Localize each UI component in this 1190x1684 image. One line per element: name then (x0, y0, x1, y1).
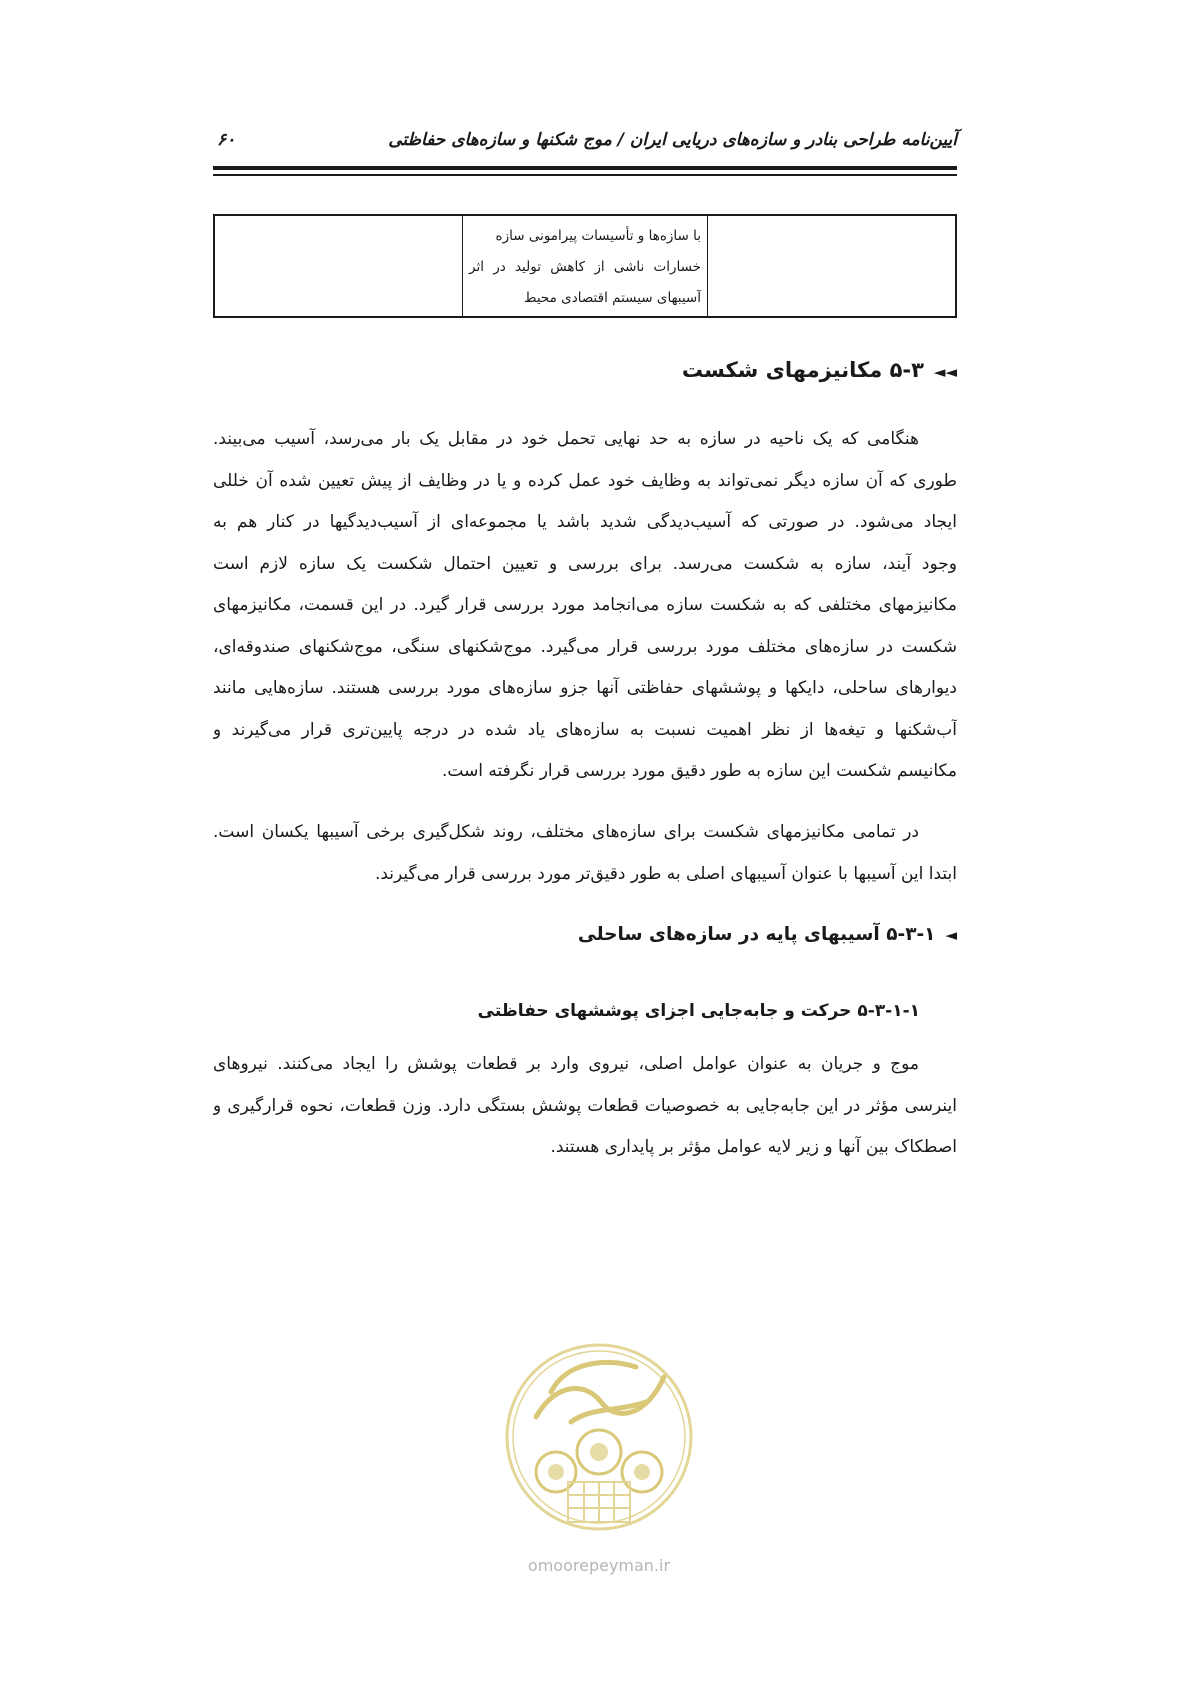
text-line: موج و جریان به عنوان عوامل اصلی، نیروی وارد بر قطعات پوشش را ایجاد می‌کنند. نیروهای (213, 1054, 919, 1074)
omoorepeyman-logo (496, 1322, 702, 1552)
paragraph-damage-patterns (213, 812, 957, 895)
text-line: شکست در سازه‌های مختلف مورد بررسی قرار می‌گیرد. موج‌شکنهای سنگی، موج‌شکنهای صندوقه‌ای، (213, 636, 957, 657)
arrow-icon: ◄ (945, 926, 957, 944)
paragraph-armor-movement (213, 1044, 957, 1169)
paragraph-failure-intro (213, 419, 957, 793)
running-header (213, 126, 957, 166)
text-line: مکانیزمهای مختلفی که به شکست سازه می‌انجامد مورد بررسی قرار گیرد. در این قسمت، مکانیزمهای (213, 595, 957, 615)
double-arrow-icon: ◄◄ (933, 363, 957, 381)
text-line: ایجاد می‌شود. در صورتی که آسیب‌دیدگی شدید باشد یا مجموعه‌ای از آسیب‌دیدگیها در کنار هم به (213, 512, 957, 532)
table-middle-cell (462, 216, 708, 316)
subsubsection-heading: ۵-۳-۱-۱ حرکت و جابه‌جایی اجزای پوششهای حفاظتی (477, 1001, 920, 1021)
text-line: در تمامی مکانیزمهای شکست برای سازه‌های مختلف، روند شکل‌گیری برخی آسیبها یکسان است. (213, 822, 919, 842)
watermark (496, 1322, 702, 1582)
text-line: هنگامی که یک ناحیه در سازه به حد نهایی تحمل خود در مقابل یک بار می‌رسد، آسیب می‌بیند. (213, 429, 919, 449)
text-line: وجود آیند، سازه به شکست می‌رسد. برای بررسی و تعیین احتمال شکست یک سازه لازم است (213, 553, 957, 574)
text-line: ابتدا این آسیبها با عنوان آسیبهای اصلی به طور دقیق‌تر مورد بررسی قرار می‌گیرند. (374, 863, 957, 884)
page-number: ۶۰ (217, 130, 236, 150)
header-title: آیین‌نامه طراحی بنادر و سازه‌های دریایی ایران / موج شکنها و سازه‌های حفاظتی (388, 130, 957, 150)
subsection-heading (578, 924, 957, 945)
continuation-table (213, 214, 957, 318)
watermark-site: omoorepeyman.ir (527, 1556, 671, 1575)
header-rule-thick (213, 166, 957, 170)
section-heading-text: ۵-۳ مکانیزمهای شکست (681, 358, 924, 382)
text-line: طوری که آن سازه دیگر نمی‌تواند به وظایف خود عمل کرده و یا در وظایف از پیش تعیین شده آن خللی (213, 470, 957, 491)
section-heading (682, 358, 957, 382)
subsection-heading-text: ۵-۳-۱ آسیبهای پایه در سازه‌های ساحلی (577, 924, 936, 945)
text-line: اصطکاک بین آنها و زیر لایه عوامل مؤثر بر پایداری هستند. (550, 1137, 957, 1157)
table-cell-line: آسیبهای سیستم اقتصادی محیط (524, 290, 701, 306)
header-rule-thin (213, 174, 957, 176)
text-line: مکانیسم شکست این سازه به طور دقیق مورد بررسی قرار نگرفته است. (441, 761, 957, 781)
text-line: اینرسی مؤثر در این جابه‌جایی به خصوصیات قطعات پوشش بستگی دارد. وزن قطعات، نحوه قرارگیری و (213, 1095, 957, 1116)
text-line: دیوارهای ساحلی، دایکها و پوششهای حفاظتی آنها جزو سازه‌های مورد بررسی هستند. سازه‌هایی مانند (213, 678, 957, 698)
text-line: آب‌شکنها و تیغه‌ها از نظر اهمیت نسبت به سازه‌های یاد شده در درجه پایین‌تری قرار می‌گیرند و (213, 719, 957, 740)
table-cell-line: خسارات ناشی از کاهش تولید در اثر (469, 259, 701, 275)
table-cell-line: با سازه‌ها و تأسیسات پیرامونی سازه (495, 228, 701, 244)
